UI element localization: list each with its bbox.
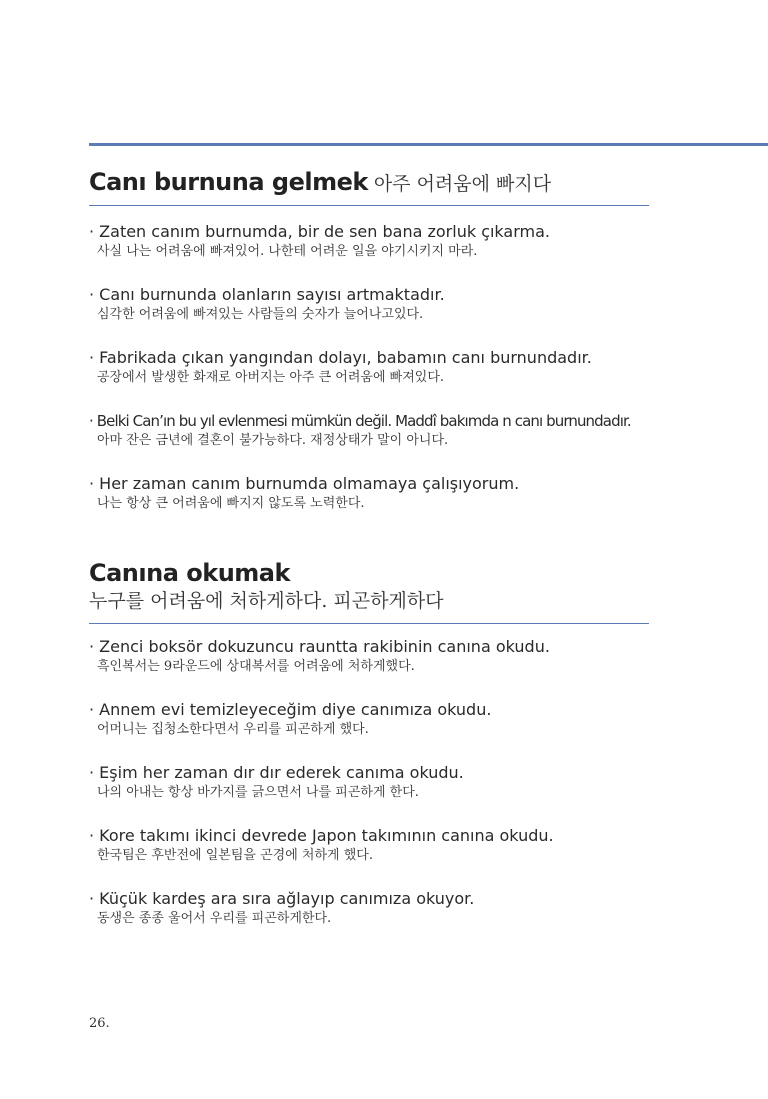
- example-item: [89, 825, 649, 888]
- heading-divider: [89, 623, 649, 624]
- example-item: [89, 284, 649, 347]
- example-turkish: · Belki Can’ın bu yıl evlenmesi mümkün değil. Maddî bakımda n canı burnundadır.: [89, 411, 631, 430]
- idiom-title-korean: 아주 어려움에 빠지다: [373, 173, 552, 195]
- example-list: [89, 636, 649, 951]
- example-turkish: · Annem evi temizleyeceğim diye canımıza okudu.: [89, 699, 492, 719]
- heading-divider: [89, 205, 649, 206]
- example-korean: 어머니는 집청소한다면서 우리를 피곤하게 했다.: [97, 721, 369, 737]
- example-korean: 공장에서 발생한 화재로 아버지는 아주 큰 어려움에 빠져있다.: [97, 369, 445, 385]
- example-korean: 한국팀은 후반전에 일본팀을 곤경에 처하게 했다.: [97, 847, 373, 863]
- example-turkish: · Eşim her zaman dır dır ederek canıma okudu.: [89, 762, 464, 782]
- example-item: [89, 410, 649, 473]
- example-korean: 나의 아내는 항상 바가지를 긁으면서 나를 피곤하게 한다.: [97, 784, 419, 800]
- example-korean: 사실 나는 어려움에 빠져있어. 나한테 어려운 일을 야기시키지 마라.: [97, 243, 478, 259]
- example-turkish: · Fabrikada çıkan yangından dolayı, babamın canı burnundadır.: [89, 347, 592, 367]
- idiom-section-1: [89, 168, 649, 536]
- example-turkish: · Her zaman canım burnumda olmamaya çalışıyorum.: [89, 473, 520, 493]
- example-korean: 동생은 종종 울어서 우리를 피곤하게한다.: [97, 910, 332, 926]
- example-korean: 흑인복서는 9라운드에 상대복서를 어려움에 처하게했다.: [97, 658, 415, 674]
- example-korean: 나는 항상 큰 어려움에 빠지지 않도록 노력한다.: [97, 495, 365, 511]
- example-item: [89, 699, 649, 762]
- top-rule: [89, 143, 768, 146]
- example-item: [89, 221, 649, 284]
- idiom-heading: [89, 559, 649, 613]
- idiom-title-turkish: Canı burnuna gelmek: [89, 168, 368, 196]
- example-list: [89, 221, 649, 536]
- example-turkish: · Kore takımı ikinci devrede Japon takımının canına okudu.: [89, 825, 554, 845]
- example-item: [89, 888, 649, 951]
- idiom-title-turkish: Canına okumak: [89, 559, 290, 587]
- idiom-title-korean: 누구를 어려움에 처하게하다. 피곤하게하다: [89, 589, 444, 612]
- example-turkish: · Canı burnunda olanların sayısı artmaktadır.: [89, 284, 445, 304]
- example-item: [89, 762, 649, 825]
- example-korean: 아마 잔은 금년에 결혼이 불가능하다. 재정상태가 말이 아니다.: [97, 432, 449, 448]
- page-number: 26.: [89, 1016, 110, 1031]
- idiom-heading: [89, 168, 649, 197]
- example-item: [89, 347, 649, 410]
- example-turkish: · Küçük kardeş ara sıra ağlayıp canımıza okuyor.: [89, 888, 475, 908]
- example-item: [89, 636, 649, 699]
- example-turkish: · Zaten canım burnumda, bir de sen bana zorluk çıkarma.: [89, 221, 550, 241]
- idiom-section-2: [89, 559, 649, 951]
- example-korean: 심각한 어려움에 빠져있는 사람들의 숫자가 늘어나고있다.: [97, 306, 424, 322]
- example-item: [89, 473, 649, 536]
- example-turkish: · Zenci boksör dokuzuncu rauntta rakibinin canına okudu.: [89, 636, 550, 656]
